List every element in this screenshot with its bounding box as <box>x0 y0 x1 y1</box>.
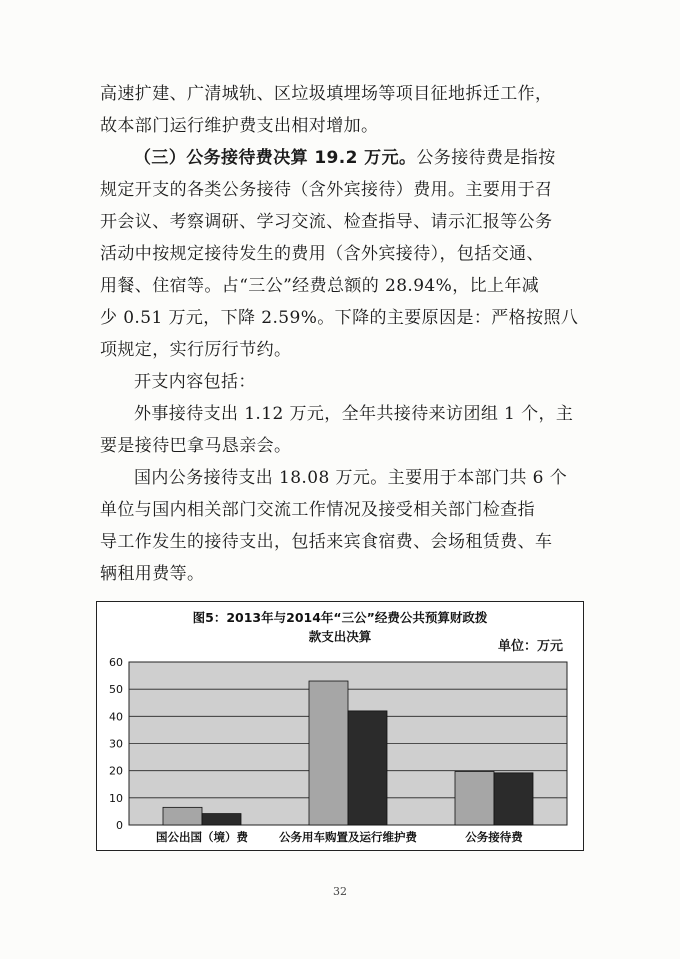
text-content: 辆租用费等。 <box>100 564 205 584</box>
body-text <box>100 78 580 590</box>
text-content: 要是接待巴拿马恳亲会。 <box>100 436 292 456</box>
text-content: 单位与国内相关部门交流工作情况及接受相关部门检查指 <box>100 500 535 520</box>
text-line <box>100 366 580 398</box>
bar <box>309 681 348 825</box>
y-tick-label: 20 <box>109 764 123 778</box>
text-line <box>100 430 580 462</box>
chart-unit-label: 单位：万元 <box>497 639 563 654</box>
text-content: 高速扩建、广清城轨、区垃圾填埋场等项目征地拆迁工作， <box>100 84 553 104</box>
x-category-label: 公务接待费 <box>465 830 523 844</box>
text-line <box>100 494 580 526</box>
text-line <box>100 174 580 206</box>
text-content: 用餐、住宿等。占“三公”经费总额的 28.94%，比上年减 <box>100 276 540 296</box>
text-line <box>100 302 580 334</box>
text-line <box>100 270 580 302</box>
text-line <box>100 334 580 366</box>
text-content: 导工作发生的接待支出，包括来宾食宿费、会场租赁费、车 <box>100 532 553 552</box>
text-content: 项规定，实行厉行节约。 <box>100 340 292 360</box>
y-tick-label: 60 <box>109 656 123 669</box>
text-content: 故本部门运行维护费支出相对增加。 <box>100 116 379 136</box>
text-content: 外事接待支出 1.12 万元，全年共接待来访团组 1 个，主 <box>134 404 574 424</box>
x-category-label: 公务用车购置及运行维护费 <box>279 830 417 844</box>
chart-plot <box>97 602 582 849</box>
text-content: 少 0.51 万元，下降 2.59%。下降的主要原因是：严格按照八 <box>100 308 579 328</box>
bar <box>163 807 202 825</box>
text-line <box>100 462 580 494</box>
text-content: 活动中按规定接待发生的费用（含外宾接待），包括交通、 <box>100 244 544 264</box>
text-line <box>100 142 580 174</box>
page-number: 32 <box>333 885 347 898</box>
text-line <box>100 398 580 430</box>
bar <box>348 711 387 825</box>
y-tick-label: 10 <box>109 791 123 805</box>
x-category-label: 国公出国（境）费 <box>156 830 248 844</box>
chart-title-line1: 图5：2013年与2014年“三公”经费公共预算财政拨 <box>192 610 488 625</box>
text-content: 公务接待费是指按 <box>416 148 556 168</box>
text-content: 国内公务接待支出 18.08 万元。主要用于本部门共 6 个 <box>134 468 568 488</box>
chart-title-line2: 款支出决算 <box>308 629 372 644</box>
y-tick-label: 30 <box>109 737 123 751</box>
bar <box>202 814 241 825</box>
text-line <box>100 526 580 558</box>
section-heading: （三）公务接待费决算 19.2 万元。 <box>134 148 417 168</box>
text-line <box>100 78 580 110</box>
text-line <box>100 110 580 142</box>
bar-chart <box>96 601 584 851</box>
text-line <box>100 238 580 270</box>
text-content: 开会议、考察调研、学习交流、检查指导、请示汇报等公务 <box>100 212 553 232</box>
text-content: 规定开支的各类公务接待（含外宾接待）费用。主要用于召 <box>100 180 553 200</box>
y-tick-label: 50 <box>109 683 123 697</box>
y-tick-label: 0 <box>116 819 123 832</box>
text-line <box>100 558 580 590</box>
text-line <box>100 206 580 238</box>
text-content: 开支内容包括： <box>134 372 256 392</box>
bar <box>455 771 494 825</box>
y-tick-label: 40 <box>109 710 123 724</box>
bar <box>494 773 533 825</box>
